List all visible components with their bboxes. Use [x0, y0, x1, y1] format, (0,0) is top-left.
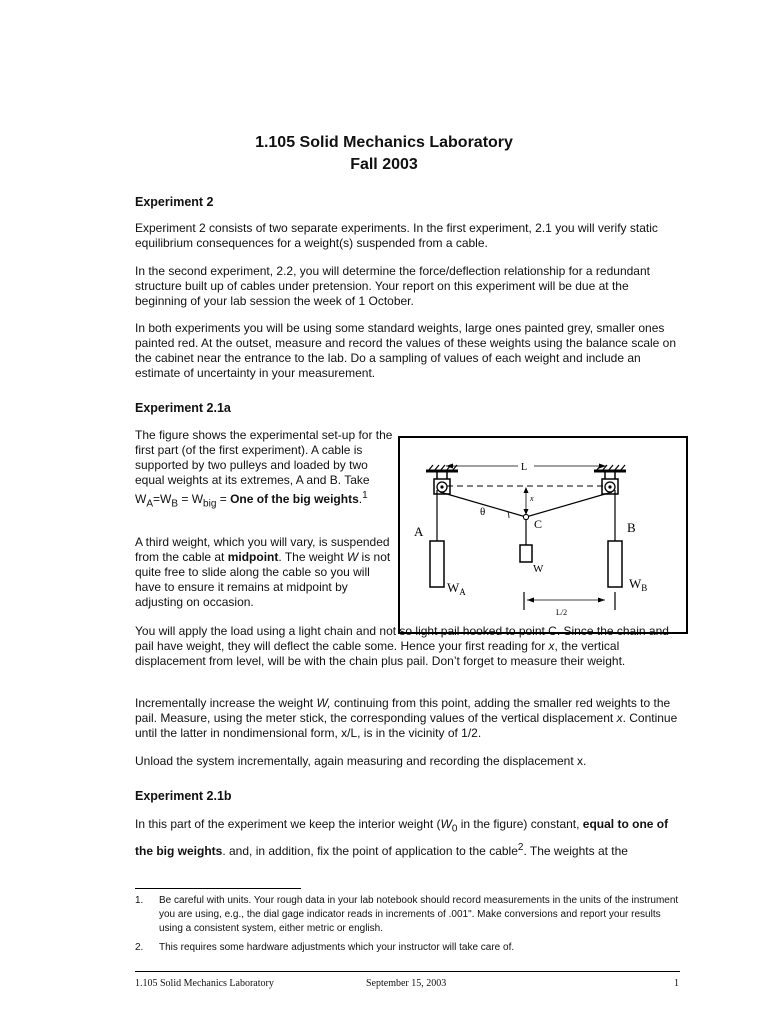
footnote-divider [135, 888, 301, 889]
text-segment: The figure shows the experimental set-up for the first part (of the first experiment). A cable is supported by two pulleys and loaded by two equal weights at its extremes, A and B. Take W [135, 428, 393, 506]
text-segment: . The weights at the [523, 844, 628, 859]
text-segment: . The weight [278, 550, 347, 564]
italic-text: x [548, 639, 555, 653]
point-C [523, 514, 528, 519]
text-segment: In this part of the experiment we keep the interior weight ( [135, 817, 441, 831]
weight-A [430, 541, 444, 587]
footnote-text: Be careful with units. Your rough data in your lab notebook should record measurements in the units of the instrument you are using, e.g., the dial gage indicator reads in increments of .001". Make conversions and report your results using a consistent system, either metric or english. [159, 895, 679, 934]
text-segment: , the vertical displacement from level, will be with the chain plus pail. Don’t forget to measure their weight. [135, 639, 626, 668]
paragraph-exp2-weights: In both experiments you will be using some standard weights, large ones painted grey, smaller ones painted red. At the outset, measure and record the values of these weights using the balance scale on the cabinet near the entrance to the lab. Do a sampling of values of each weight and include an estimate of uncertainty in your measurement. [135, 321, 677, 380]
italic-text: W [440, 817, 452, 831]
italic-text: x [616, 711, 623, 725]
italic-text: W, [316, 696, 331, 710]
paragraph-third-weight [135, 535, 393, 610]
text-segment: . Continue until the latter in nondimensional form, x/L, is in the vicinity of 1/2. [135, 711, 678, 740]
text-segment: You will apply the load using a light chain and not so light pail hooked to point C. Since the chain and pail have weight, they will deflect the cable some. Hence your first reading for [135, 624, 669, 653]
text-segment: =W [153, 492, 172, 506]
weight-W [520, 545, 532, 562]
label-WB: $W_B$ [629, 576, 648, 593]
subscript: 0 [451, 823, 458, 835]
title-line-1: 1.105 Solid Mechanics Laboratory [255, 134, 513, 151]
weight-B [608, 541, 622, 587]
label-x: x [530, 494, 534, 503]
footnote-text: This requires some hardware adjustments which your instructor will take care of. [159, 942, 515, 953]
label-theta: θ [480, 506, 486, 518]
label-W: W [533, 563, 544, 575]
footnote-number: 1. [135, 895, 144, 906]
italic-text: W [346, 550, 359, 564]
label-WA: $W_A$ [447, 580, 466, 597]
label-L-half: L/2 [556, 608, 568, 617]
label-C: C [534, 517, 543, 531]
text-segment: in the figure) constant, [457, 817, 583, 831]
paragraph-unload: Unload the system incrementally, again measuring and recording the displacement x. [135, 754, 587, 768]
bold-text: One of the big weights [230, 492, 359, 506]
subscript: B [171, 498, 179, 510]
text-segment: = [216, 492, 231, 506]
text-segment: . [358, 492, 363, 506]
footer-divider [135, 971, 680, 972]
footnote-1 [135, 894, 680, 936]
label-L: L [521, 462, 528, 473]
footer-page-number: 1 [674, 978, 679, 989]
label-A: A [414, 524, 424, 539]
footer-date: September 15, 2003 [366, 978, 447, 989]
heading-experiment-2-1b: Experiment 2.1b [135, 789, 232, 803]
paragraph-exp21b [135, 815, 680, 861]
bold-text: equal to one of the big weights [135, 817, 669, 859]
text-segment: Incrementally increase the weight [135, 696, 317, 710]
bold-text: midpoint [227, 550, 279, 564]
paragraph-exp2-intro: Experiment 2 consists of two separate experiments. In the first experiment, 2.1 you will verify static equilibrium consequences for a weight(s) suspended from a cable. [135, 221, 658, 250]
footnote-2 [135, 941, 680, 955]
label-B: B [627, 520, 636, 535]
subscript: A [146, 498, 153, 510]
footnote-number: 2. [135, 942, 144, 953]
heading-experiment-2: Experiment 2 [135, 195, 214, 209]
heading-experiment-2-1a: Experiment 2.1a [135, 401, 231, 415]
paragraph-increment [135, 696, 680, 741]
subscript: big [203, 498, 217, 510]
page-title [0, 132, 768, 176]
footer-course: 1.105 Solid Mechanics Laboratory [135, 978, 274, 989]
text-segment: = W [178, 492, 204, 506]
title-line-2: Fall 2003 [350, 156, 418, 173]
paragraph-exp2-second: In the second experiment, 2.2, you will determine the force/deflection relationship for a redundant structure built up of cables under pretension. Your report on this experiment will be due at the beginning of your lab session the week of 1 October. [135, 264, 650, 308]
text-segment: A third weight, which you will vary, is suspended from the cable at [135, 535, 390, 564]
text-segment: is not quite free to slide along the cable so you will have to ensure it remains at midpoint by adjusting on occasion. [135, 550, 391, 609]
paragraph-setup [135, 428, 393, 511]
footnote-ref-2[interactable]: 2 [517, 842, 524, 854]
footnote-ref-1[interactable]: 1 [362, 490, 368, 501]
text-segment: continuing from this point, adding the smaller red weights to the pail. Measure, using the meter stick, the corresponding values of the vertical displacement [135, 696, 671, 725]
setup-figure [398, 436, 688, 634]
cable-diagram [400, 438, 686, 632]
text-segment: . and, in addition, fix the point of application to the cable [222, 844, 518, 859]
